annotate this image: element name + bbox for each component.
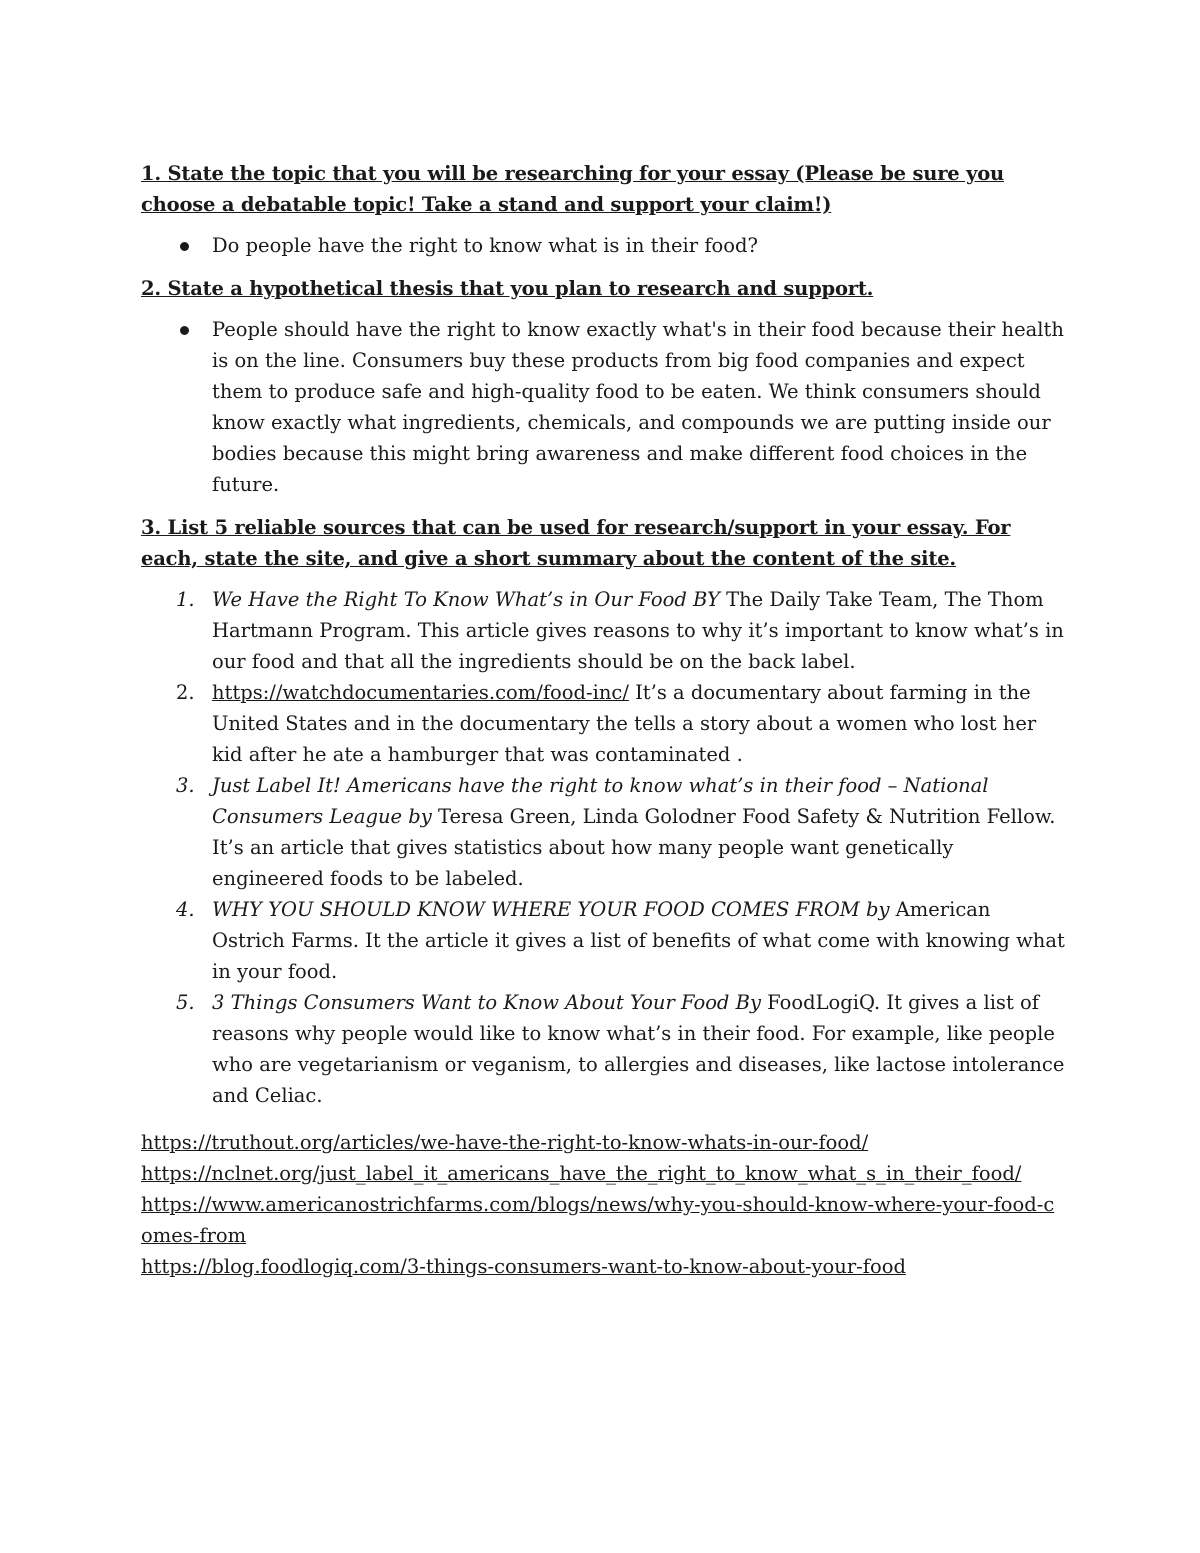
- source-item: [141, 770, 1066, 894]
- reference-link-american-ostrich-farms[interactable]: https://www.americanostrichfarms.com/blogs/news/why-you-should-know-where-your-food-comes-from: [141, 1193, 1055, 1247]
- reference-links: [141, 1127, 1066, 1282]
- source-item: [141, 894, 1066, 987]
- bullet-icon: [180, 242, 189, 251]
- source-number: 3.: [176, 774, 195, 797]
- source-summary: The Daily Take Team, The Thom Hartmann Program. This article gives reasons to why it’s important to know what’s in our food and that all the ingredients should be on the back label.: [212, 588, 1064, 673]
- question-2-heading: 2. State a hypothetical thesis that you plan to research and support.: [141, 277, 874, 300]
- bullet-icon: [180, 326, 189, 335]
- reference-link-truthout[interactable]: https://truthout.org/articles/we-have-the-right-to-know-whats-in-our-food/: [141, 1131, 869, 1154]
- bullet-item: [141, 314, 1066, 500]
- source-item: [141, 677, 1066, 770]
- source-number: 5.: [176, 991, 195, 1014]
- source-item: [141, 987, 1066, 1111]
- source-link[interactable]: https://watchdocumentaries.com/food-inc/: [212, 681, 629, 704]
- source-title: WHY YOU SHOULD KNOW WHERE YOUR FOOD COMES FROM by: [212, 898, 890, 921]
- question-3-heading: 3. List 5 reliable sources that can be used for research/support in your essay. For each, state the site, and give a short summary about the content of the site.: [141, 516, 1011, 570]
- source-summary: FoodLogiQ. It gives a list of reasons why people would like to know what’s in their food. For example, like people who are vegetarianism or veganism, to allergies and diseases, like lactose intolerance and Celiac.: [212, 991, 1065, 1107]
- source-number: 1.: [176, 588, 195, 611]
- bullet-item: [141, 230, 1066, 261]
- document-page: [141, 158, 1066, 1282]
- source-summary: It’s a documentary about farming in the United States and in the documentary the tells a story about a women who lost her kid after he ate a hamburger that was contaminated .: [212, 681, 1037, 766]
- source-number: 2.: [176, 681, 195, 704]
- source-summary: American Ostrich Farms. It the article it gives a list of benefits of what come with knowing what in your food.: [212, 898, 1065, 983]
- source-title: 3 Things Consumers Want to Know About Your Food By: [212, 991, 761, 1014]
- question-1-answer-list: [141, 230, 1066, 261]
- source-item: [141, 584, 1066, 677]
- source-number: 4.: [176, 898, 195, 921]
- question-2-answer-list: [141, 314, 1066, 500]
- bullet-text: People should have the right to know exactly what's in their food because their health is on the line. Consumers buy these products from big food companies and expect them to produce safe and high-quality food to be eaten. We think consumers should know exactly what ingredients, chemicals, and compounds we are putting inside our bodies because this might bring awareness and make different food choices in the future.: [212, 318, 1064, 496]
- sources-list: [141, 584, 1066, 1111]
- question-1-heading: 1. State the topic that you will be researching for your essay (Please be sure you choose a debatable topic! Take a stand and support your claim!): [141, 162, 1004, 216]
- reference-link-foodlogiq[interactable]: https://blog.foodlogiq.com/3-things-consumers-want-to-know-about-your-food: [141, 1255, 906, 1278]
- source-title: Just Label It! Americans have the right to know what’s in their food – National Consumers League by: [212, 774, 989, 828]
- source-summary: Teresa Green, Linda Golodner Food Safety & Nutrition Fellow. It’s an article that gives statistics about how many people want genetically engineered foods to be labeled.: [212, 805, 1056, 890]
- source-title: We Have the Right To Know What’s in Our Food BY: [212, 588, 720, 611]
- reference-link-nclnet[interactable]: https://nclnet.org/just_label_it_americans_have_the_right_to_know_what_s_in_their_food/: [141, 1162, 1022, 1185]
- bullet-text: Do people have the right to know what is in their food?: [212, 234, 758, 257]
